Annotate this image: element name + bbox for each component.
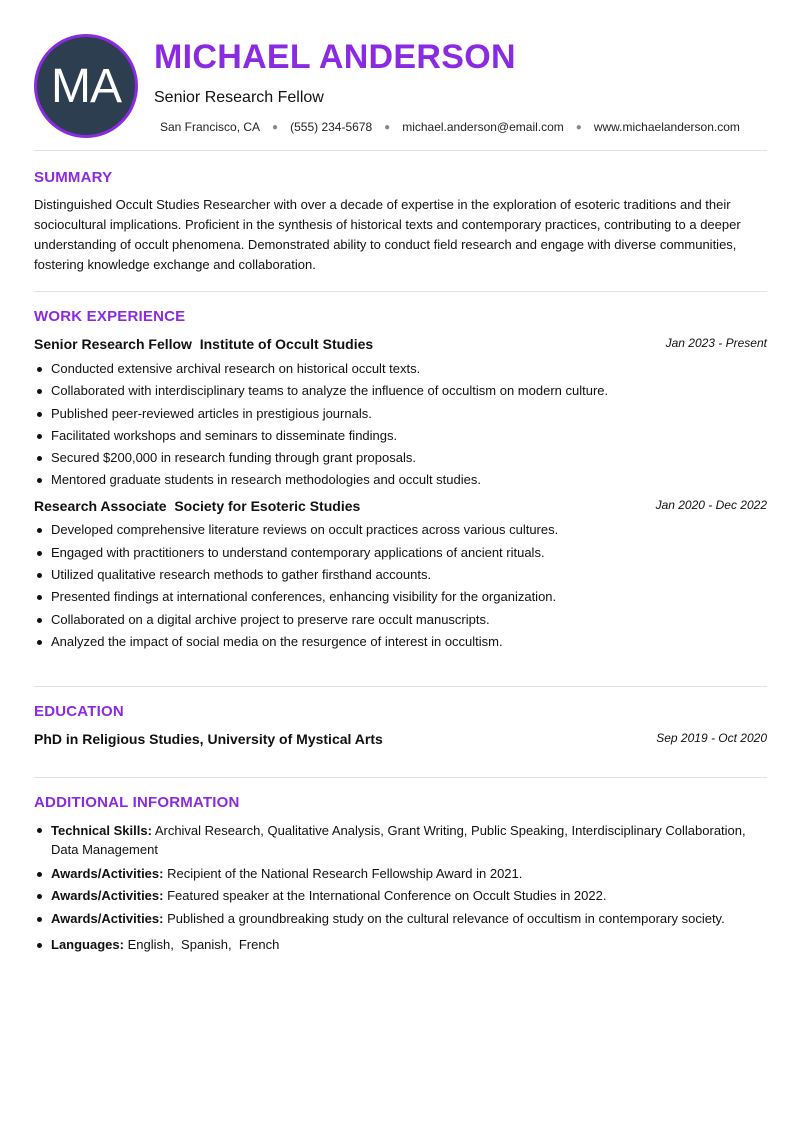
job-date: Jan 2023 - Present <box>665 336 767 350</box>
education-entry <box>34 731 767 747</box>
item-text: Archival Research, Qualitative Analysis, Grant Writing, Public Speaking, Interdisciplinary Collaboration, Data Management <box>51 823 746 857</box>
section-heading: ADDITIONAL INFORMATION <box>34 794 240 811</box>
job-header <box>34 498 767 514</box>
separator-dot: ● <box>575 122 582 133</box>
education-date: Sep 2019 - Oct 2020 <box>656 731 767 745</box>
candidate-name: MICHAEL ANDERSON <box>154 38 516 76</box>
list-item <box>34 936 767 954</box>
job-bullets <box>34 521 767 650</box>
list-item: Collaborated on a digital archive project to preserve rare occult manuscripts. <box>34 611 767 629</box>
list-item: Engaged with practitioners to understand contemporary applications of ancient rituals. <box>34 544 767 562</box>
summary-section <box>34 169 767 275</box>
avatar <box>34 34 138 138</box>
item-label: Awards/Activities: <box>51 888 164 904</box>
divider <box>34 291 767 292</box>
list-item <box>34 865 767 883</box>
list-item: Published peer-reviewed articles in prestigious journals. <box>34 405 767 423</box>
list-item <box>34 821 767 859</box>
list-item: Collaborated with interdisciplinary teams to analyze the influence of occultism on modern culture. <box>34 382 767 400</box>
list-item: Utilized qualitative research methods to gather firsthand accounts. <box>34 566 767 584</box>
list-item <box>34 887 767 905</box>
section-heading: EDUCATION <box>34 703 124 720</box>
job-header <box>34 336 767 352</box>
avatar-initials: MA <box>51 59 121 113</box>
item-label: Technical Skills: <box>51 823 152 838</box>
work-section <box>34 308 767 655</box>
candidate-title: Senior Research Fellow <box>154 89 324 106</box>
contact-phone: (555) 234-5678 <box>290 120 373 134</box>
item-text: Published a groundbreaking study on the cultural relevance of occultism in contemporary society. <box>163 910 725 926</box>
list-item: Secured $200,000 in research funding through grant proposals. <box>34 449 767 467</box>
additional-section <box>34 794 767 958</box>
job-role: Senior Research Fellow Institute of Occult Studies <box>34 336 374 352</box>
item-text: English, Spanish, French <box>123 936 280 952</box>
additional-list <box>34 821 767 954</box>
item-text: Recipient of the National Research Fellowship Award in 2021. <box>163 866 523 881</box>
list-item: Facilitated workshops and seminars to disseminate findings. <box>34 427 767 445</box>
list-item: Mentored graduate students in research methodologies and occult studies. <box>34 471 767 489</box>
job-role: Research Associate Society for Esoteric Studies <box>34 498 361 515</box>
divider <box>34 777 767 778</box>
item-label: Languages: <box>51 936 124 952</box>
education-section <box>34 703 767 747</box>
section-heading: SUMMARY <box>34 169 113 186</box>
contact-email[interactable]: michael.anderson@email.com <box>402 120 564 134</box>
separator-dot: ● <box>384 122 391 133</box>
divider <box>34 686 767 687</box>
list-item: Presented findings at international conferences, enhancing visibility for the organization. <box>34 588 767 606</box>
job-date: Jan 2020 - Dec 2022 <box>655 498 767 513</box>
item-label: Awards/Activities: <box>51 866 164 881</box>
summary-text: Distinguished Occult Studies Researcher with over a decade of expertise in the exploration of esoteric traditions and their sociocultural implications. Proficient in the synthesis of historical texts and contemporary practices, contributing to a deeper understanding of occult phenomena. Demonstrated ability to conduct field research and engage with diverse communities, fostering knowledge exchange and collaboration. <box>34 197 741 272</box>
item-label: Awards/Activities: <box>51 910 164 926</box>
separator-dot: ● <box>272 122 279 133</box>
list-item: Developed comprehensive literature reviews on occult practices across various cultures. <box>34 521 767 539</box>
job-bullets <box>34 360 767 489</box>
contact-location: San Francisco, CA <box>160 120 261 134</box>
contact-website[interactable]: www.michaelanderson.com <box>593 120 740 134</box>
list-item <box>34 910 767 928</box>
list-item: Conducted extensive archival research on historical occult texts. <box>34 360 767 378</box>
list-item: Analyzed the impact of social media on the resurgence of interest in occultism. <box>34 633 767 651</box>
divider <box>34 150 767 151</box>
item-text: Featured speaker at the International Conference on Occult Studies in 2022. <box>163 888 607 904</box>
degree: PhD in Religious Studies, University of Mystical Arts <box>34 731 383 747</box>
contact-info <box>160 120 740 135</box>
section-heading: WORK EXPERIENCE <box>34 308 186 325</box>
